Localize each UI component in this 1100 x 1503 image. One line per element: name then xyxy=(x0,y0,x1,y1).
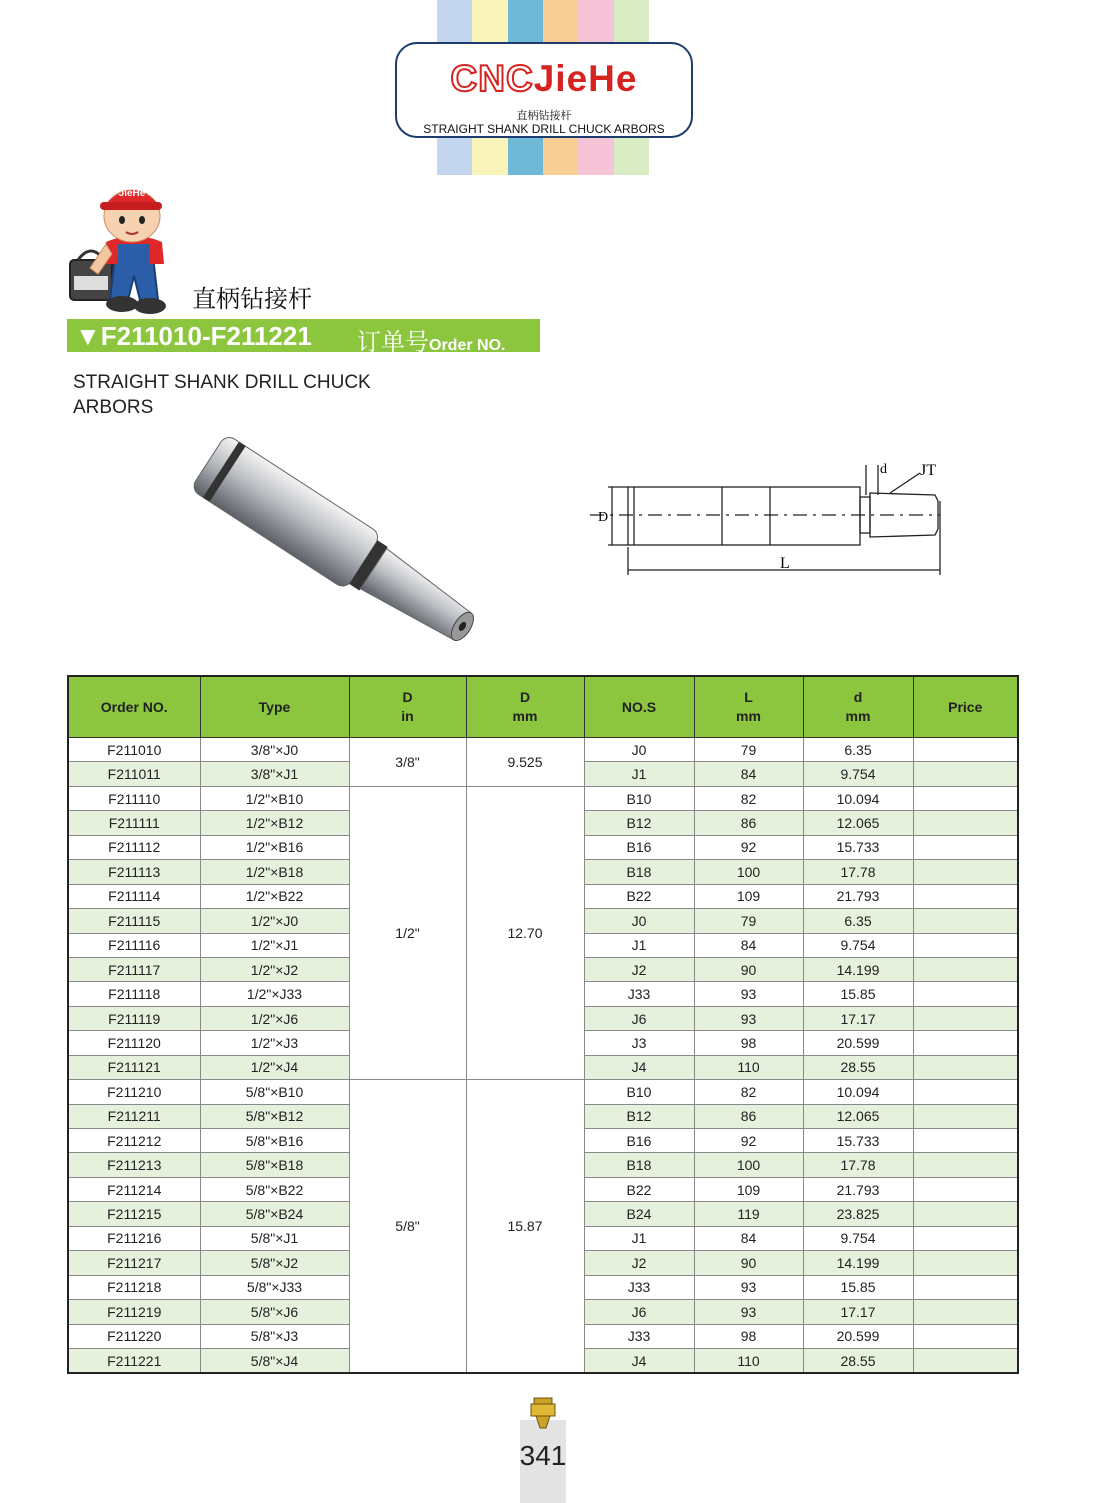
l-mm-cell: 92 xyxy=(694,1129,803,1153)
label-D: D xyxy=(598,510,609,525)
nos-cell: B16 xyxy=(584,835,694,859)
small-d-mm-cell: 15.85 xyxy=(803,982,913,1006)
type-cell: 5/8"×J2 xyxy=(200,1251,349,1275)
l-mm-cell: 110 xyxy=(694,1055,803,1079)
column-header-unit: mm xyxy=(736,708,761,724)
order-no-cell: F211115 xyxy=(68,909,200,933)
nos-cell: B10 xyxy=(584,786,694,810)
column-header xyxy=(694,676,803,738)
type-cell: 5/8"×J6 xyxy=(200,1300,349,1324)
l-mm-cell: 93 xyxy=(694,1275,803,1299)
nos-cell: B10 xyxy=(584,1080,694,1104)
price-cell xyxy=(913,1251,1018,1275)
small-d-mm-cell: 9.754 xyxy=(803,933,913,957)
order-no-cell: F211110 xyxy=(68,786,200,810)
table-row xyxy=(68,1080,1018,1104)
logo-jiehe: JieHe xyxy=(533,58,638,99)
l-mm-cell: 79 xyxy=(694,909,803,933)
price-cell xyxy=(913,860,1018,884)
l-mm-cell: 92 xyxy=(694,835,803,859)
l-mm-cell: 109 xyxy=(694,1177,803,1201)
d-mm-cell: 9.525 xyxy=(466,738,584,787)
tool-holder-icon xyxy=(528,1396,558,1430)
price-cell xyxy=(913,1153,1018,1177)
nos-cell: B12 xyxy=(584,1104,694,1128)
order-no-cell: F211116 xyxy=(68,933,200,957)
type-cell: 1/2"×J33 xyxy=(200,982,349,1006)
small-d-mm-cell: 21.793 xyxy=(803,1177,913,1201)
type-cell: 1/2"×J6 xyxy=(200,1006,349,1030)
price-cell xyxy=(913,1055,1018,1079)
l-mm-cell: 90 xyxy=(694,1251,803,1275)
nos-cell: J4 xyxy=(584,1348,694,1373)
order-no-cell: F211118 xyxy=(68,982,200,1006)
nos-cell: B16 xyxy=(584,1129,694,1153)
nos-cell: B18 xyxy=(584,860,694,884)
type-cell: 5/8"×B10 xyxy=(200,1080,349,1104)
type-cell: 1/2"×J3 xyxy=(200,1031,349,1055)
price-cell xyxy=(913,909,1018,933)
nos-cell: J2 xyxy=(584,1251,694,1275)
d-mm-cell: 15.87 xyxy=(466,1080,584,1374)
nos-cell: J0 xyxy=(584,738,694,762)
d-in-cell: 1/2" xyxy=(349,786,466,1079)
type-cell: 5/8"×B22 xyxy=(200,1177,349,1201)
l-mm-cell: 93 xyxy=(694,982,803,1006)
small-d-mm-cell: 28.55 xyxy=(803,1348,913,1373)
order-no-cell: F211114 xyxy=(68,884,200,908)
type-cell: 5/8"×B24 xyxy=(200,1202,349,1226)
price-cell xyxy=(913,1006,1018,1030)
product-photo-arbor xyxy=(165,435,485,655)
order-no-cell: F211121 xyxy=(68,1055,200,1079)
nos-cell: J2 xyxy=(584,957,694,981)
price-cell xyxy=(913,1177,1018,1201)
nos-cell: J1 xyxy=(584,762,694,786)
small-d-mm-cell: 15.85 xyxy=(803,1275,913,1299)
column-header-label: d xyxy=(853,689,863,705)
logo-cnc: CNC xyxy=(450,58,534,99)
price-cell xyxy=(913,1226,1018,1250)
order-no-cell: F211212 xyxy=(68,1129,200,1153)
order-label-en: Order NO. xyxy=(429,337,506,354)
l-mm-cell: 100 xyxy=(694,860,803,884)
price-cell xyxy=(913,1324,1018,1348)
nos-cell: B12 xyxy=(584,811,694,835)
small-d-mm-cell: 9.754 xyxy=(803,1226,913,1250)
small-d-mm-cell: 21.793 xyxy=(803,884,913,908)
nos-cell: J3 xyxy=(584,1031,694,1055)
order-no-cell: F211216 xyxy=(68,1226,200,1250)
brand-logo-box xyxy=(395,42,693,138)
l-mm-cell: 79 xyxy=(694,738,803,762)
l-mm-cell: 98 xyxy=(694,1031,803,1055)
small-d-mm-cell: 28.55 xyxy=(803,1055,913,1079)
price-cell xyxy=(913,1031,1018,1055)
order-no-cell: F211218 xyxy=(68,1275,200,1299)
order-no-cell: F211219 xyxy=(68,1300,200,1324)
price-cell xyxy=(913,835,1018,859)
order-no-cell: F211112 xyxy=(68,835,200,859)
section-title-cn: 直柄钻接杆 xyxy=(192,285,312,313)
column-header xyxy=(349,676,466,738)
small-d-mm-cell: 17.17 xyxy=(803,1006,913,1030)
type-cell: 5/8"×B18 xyxy=(200,1153,349,1177)
order-no-cell: F211119 xyxy=(68,1006,200,1030)
column-header xyxy=(584,676,694,738)
table-body xyxy=(68,738,1018,1374)
order-no-cell: F211111 xyxy=(68,811,200,835)
l-mm-cell: 100 xyxy=(694,1153,803,1177)
type-cell: 1/2"×B10 xyxy=(200,786,349,810)
l-mm-cell: 84 xyxy=(694,1226,803,1250)
price-cell xyxy=(913,982,1018,1006)
order-no-cell: F211210 xyxy=(68,1080,200,1104)
type-cell: 5/8"×J3 xyxy=(200,1324,349,1348)
small-d-mm-cell: 23.825 xyxy=(803,1202,913,1226)
small-d-mm-cell: 9.754 xyxy=(803,762,913,786)
price-cell xyxy=(913,1104,1018,1128)
order-number-bar xyxy=(67,319,540,356)
nos-cell: J6 xyxy=(584,1300,694,1324)
type-cell: 1/2"×B22 xyxy=(200,884,349,908)
type-cell: 5/8"×B12 xyxy=(200,1104,349,1128)
nos-cell: J6 xyxy=(584,1006,694,1030)
small-d-mm-cell: 10.094 xyxy=(803,1080,913,1104)
price-cell xyxy=(913,786,1018,810)
table-row xyxy=(68,786,1018,810)
nos-cell: J4 xyxy=(584,1055,694,1079)
small-d-mm-cell: 17.78 xyxy=(803,860,913,884)
column-header xyxy=(803,676,913,738)
price-cell xyxy=(913,957,1018,981)
column-header xyxy=(466,676,584,738)
column-header-unit: mm xyxy=(845,708,871,724)
small-d-mm-cell: 15.733 xyxy=(803,835,913,859)
order-no-cell: F211221 xyxy=(68,1348,200,1373)
column-header-label: Price xyxy=(948,698,983,715)
column-header-unit: in xyxy=(401,708,414,724)
type-cell: 1/2"×J2 xyxy=(200,957,349,981)
type-cell: 1/2"×B12 xyxy=(200,811,349,835)
label-JT: JT xyxy=(920,462,936,479)
type-cell: 1/2"×J0 xyxy=(200,909,349,933)
section-title-en: STRAIGHT SHANK DRILL CHUCK ARBORS xyxy=(73,372,371,418)
nos-cell: B22 xyxy=(584,1177,694,1201)
l-mm-cell: 93 xyxy=(694,1006,803,1030)
column-header-unit: mm xyxy=(512,708,538,724)
l-mm-cell: 84 xyxy=(694,762,803,786)
technical-drawing xyxy=(590,455,950,580)
label-L: L xyxy=(780,555,790,572)
d-in-cell: 5/8" xyxy=(349,1080,466,1374)
order-no-cell: F211213 xyxy=(68,1153,200,1177)
order-no-cell: F211211 xyxy=(68,1104,200,1128)
l-mm-cell: 119 xyxy=(694,1202,803,1226)
column-header-label: Type xyxy=(258,698,291,715)
mascot-cap-text: JieHe xyxy=(118,188,146,199)
nos-cell: J33 xyxy=(584,1324,694,1348)
type-cell: 3/8"×J0 xyxy=(200,738,349,762)
l-mm-cell: 86 xyxy=(694,1104,803,1128)
small-d-mm-cell: 10.094 xyxy=(803,786,913,810)
small-d-mm-cell: 12.065 xyxy=(803,1104,913,1128)
column-header xyxy=(68,676,200,738)
table-header-row xyxy=(68,676,1018,738)
l-mm-cell: 93 xyxy=(694,1300,803,1324)
small-d-mm-cell: 12.065 xyxy=(803,811,913,835)
type-cell: 1/2"×J4 xyxy=(200,1055,349,1079)
order-no-cell: F211113 xyxy=(68,860,200,884)
nos-cell: B24 xyxy=(584,1202,694,1226)
order-no-cell: F211217 xyxy=(68,1251,200,1275)
brand-logo xyxy=(397,58,691,100)
small-d-mm-cell: 20.599 xyxy=(803,1031,913,1055)
column-header-label: D xyxy=(402,689,413,705)
nos-cell: J33 xyxy=(584,1275,694,1299)
price-cell xyxy=(913,1348,1018,1373)
l-mm-cell: 110 xyxy=(694,1348,803,1373)
header-subtitle-en: STRAIGHT SHANK DRILL CHUCK ARBORS xyxy=(423,122,665,136)
label-d: d xyxy=(880,462,887,477)
small-d-mm-cell: 14.199 xyxy=(803,957,913,981)
small-d-mm-cell: 17.17 xyxy=(803,1300,913,1324)
l-mm-cell: 84 xyxy=(694,933,803,957)
small-d-mm-cell: 14.199 xyxy=(803,1251,913,1275)
type-cell: 5/8"×J33 xyxy=(200,1275,349,1299)
price-cell xyxy=(913,811,1018,835)
d-in-cell: 3/8" xyxy=(349,738,466,787)
spec-table xyxy=(67,675,1019,1374)
l-mm-cell: 82 xyxy=(694,1080,803,1104)
order-no-cell: F211120 xyxy=(68,1031,200,1055)
order-no-cell: F211220 xyxy=(68,1324,200,1348)
column-header-label: Order NO. xyxy=(100,698,168,715)
type-cell: 1/2"×J1 xyxy=(200,933,349,957)
column-header-label: D xyxy=(519,689,531,705)
price-cell xyxy=(913,1129,1018,1153)
nos-cell: J33 xyxy=(584,982,694,1006)
small-d-mm-cell: 6.35 xyxy=(803,738,913,762)
order-range: ▼F211010-F211221 xyxy=(75,321,312,351)
price-cell xyxy=(913,1080,1018,1104)
nos-cell: B18 xyxy=(584,1153,694,1177)
l-mm-cell: 98 xyxy=(694,1324,803,1348)
page-number: 341 xyxy=(519,1440,567,1471)
column-header-label: NO.S xyxy=(621,698,657,715)
column-header xyxy=(913,676,1018,738)
type-cell: 1/2"×B18 xyxy=(200,860,349,884)
price-cell xyxy=(913,1275,1018,1299)
small-d-mm-cell: 17.78 xyxy=(803,1153,913,1177)
price-cell xyxy=(913,1300,1018,1324)
small-d-mm-cell: 20.599 xyxy=(803,1324,913,1348)
type-cell: 5/8"×B16 xyxy=(200,1129,349,1153)
type-cell: 5/8"×J1 xyxy=(200,1226,349,1250)
l-mm-cell: 90 xyxy=(694,957,803,981)
nos-cell: B22 xyxy=(584,884,694,908)
price-cell xyxy=(913,738,1018,762)
order-no-cell: F211215 xyxy=(68,1202,200,1226)
l-mm-cell: 82 xyxy=(694,786,803,810)
mascot-illustration xyxy=(66,172,188,320)
small-d-mm-cell: 15.733 xyxy=(803,1129,913,1153)
order-no-cell: F211011 xyxy=(68,762,200,786)
type-cell: 1/2"×B16 xyxy=(200,835,349,859)
price-cell xyxy=(913,762,1018,786)
table-row xyxy=(68,738,1018,762)
price-cell xyxy=(913,933,1018,957)
l-mm-cell: 86 xyxy=(694,811,803,835)
l-mm-cell: 109 xyxy=(694,884,803,908)
column-header-label: L xyxy=(744,689,753,705)
column-header xyxy=(200,676,349,738)
header-subtitle-cn: 直柄钻接杆 xyxy=(516,109,572,122)
type-cell: 5/8"×J4 xyxy=(200,1348,349,1373)
nos-cell: J1 xyxy=(584,933,694,957)
price-cell xyxy=(913,1202,1018,1226)
order-label xyxy=(357,322,505,357)
order-label-cn: 订单号 xyxy=(357,328,429,356)
nos-cell: J1 xyxy=(584,1226,694,1250)
order-no-cell: F211010 xyxy=(68,738,200,762)
nos-cell: J0 xyxy=(584,909,694,933)
order-no-cell: F211214 xyxy=(68,1177,200,1201)
d-mm-cell: 12.70 xyxy=(466,786,584,1079)
type-cell: 3/8"×J1 xyxy=(200,762,349,786)
small-d-mm-cell: 6.35 xyxy=(803,909,913,933)
price-cell xyxy=(913,884,1018,908)
order-no-cell: F211117 xyxy=(68,957,200,981)
order-range-text: F211010-F211221 xyxy=(100,321,312,351)
